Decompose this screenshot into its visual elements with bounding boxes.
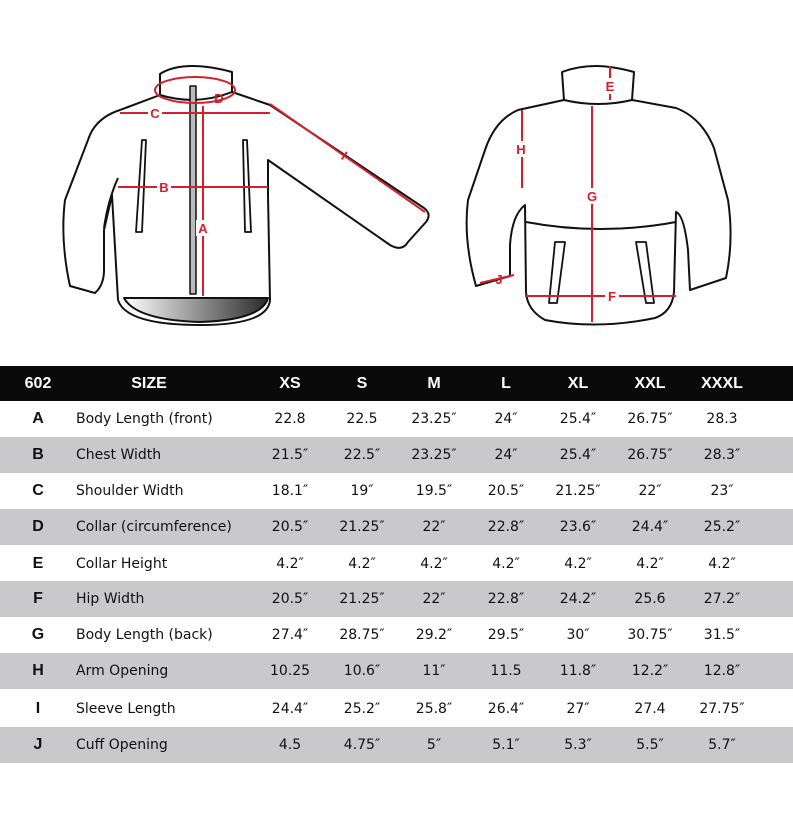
- label-c: C: [150, 106, 160, 121]
- row-measurement-name: Cuff Opening: [76, 737, 168, 753]
- row-value-cell: 22.8: [274, 411, 306, 427]
- row-letter: G: [31, 626, 45, 643]
- row-value-cell: 26.75″: [627, 411, 673, 427]
- row-value-cell: 21.25″: [555, 483, 601, 499]
- table-row: [0, 546, 793, 582]
- row-letter: B: [32, 446, 44, 463]
- header-size-xl: XL: [567, 374, 589, 392]
- row-value-cell: 23″: [710, 483, 734, 499]
- row-value-cell: 30.75″: [627, 627, 673, 643]
- label-e: E: [605, 79, 615, 94]
- table-row: [0, 653, 793, 689]
- row-letter: D: [32, 518, 44, 535]
- row-value-cell: 24.4″: [271, 701, 309, 717]
- row-value-cell: 5.5″: [636, 737, 664, 753]
- row-value-cell: 20.5″: [271, 591, 309, 607]
- row-measurement-name: Body Length (back): [76, 627, 213, 643]
- row-letter: F: [33, 590, 43, 607]
- row-value-cell: 4.5: [278, 737, 302, 753]
- row-letter: I: [35, 700, 41, 717]
- table-row: [0, 691, 793, 727]
- row-measurement-name: Sleeve Length: [76, 701, 176, 717]
- row-value-cell: 4.2″: [708, 556, 736, 572]
- row-letter: J: [33, 736, 43, 753]
- row-measurement-name: Body Length (front): [76, 411, 213, 427]
- row-value-cell: 22.8″: [487, 519, 525, 535]
- row-value-cell: 20.5″: [271, 519, 309, 535]
- row-value-cell: 22.5″: [343, 447, 381, 463]
- label-a: A: [198, 221, 208, 236]
- row-value-cell: 27.75″: [699, 701, 745, 717]
- row-value-cell: 12.2″: [631, 663, 669, 679]
- row-value-cell: 5.7″: [708, 737, 736, 753]
- row-value-cell: 4.2″: [276, 556, 304, 572]
- header-size: SIZE: [131, 374, 167, 392]
- header-size-xxxl: XXXL: [701, 374, 743, 392]
- row-value-cell: 25.4″: [559, 447, 597, 463]
- row-value-cell: 5.3″: [564, 737, 592, 753]
- row-measurement-name: Chest Width: [76, 447, 162, 463]
- label-b: B: [159, 180, 169, 195]
- row-value-cell: 25.2″: [343, 701, 381, 717]
- table-row: [0, 437, 793, 473]
- row-value-cell: 21.25″: [339, 591, 385, 607]
- header-size-l: L: [501, 374, 511, 392]
- row-value-cell: 21.25″: [339, 519, 385, 535]
- table-row: [0, 727, 793, 763]
- table-row: [0, 617, 793, 653]
- label-g: G: [586, 189, 598, 204]
- row-value-cell: 5″: [426, 737, 442, 753]
- table-row: [0, 401, 793, 437]
- row-measurement-name: Hip Width: [76, 591, 145, 607]
- row-value-cell: 24.2″: [559, 591, 597, 607]
- row-value-cell: 18.1″: [271, 483, 309, 499]
- row-value-cell: 27.4″: [271, 627, 309, 643]
- row-letter: H: [32, 662, 44, 679]
- row-letter: E: [32, 555, 44, 572]
- row-measurement-name: Arm Opening: [76, 663, 169, 679]
- row-value-cell: 29.5″: [487, 627, 525, 643]
- row-value-cell: 23.25″: [411, 447, 457, 463]
- table-row: [0, 509, 793, 545]
- row-value-cell: 29.2″: [415, 627, 453, 643]
- label-h: H: [516, 142, 526, 157]
- label-d: D: [214, 91, 224, 106]
- row-value-cell: 21.5″: [271, 447, 309, 463]
- row-value-cell: 4.2″: [348, 556, 376, 572]
- label-j: J: [495, 272, 503, 287]
- row-value-cell: 10.6″: [343, 663, 381, 679]
- size-chart-table: [0, 366, 793, 763]
- row-value-cell: 4.2″: [492, 556, 520, 572]
- row-value-cell: 22″: [422, 519, 446, 535]
- label-f: F: [608, 289, 616, 304]
- row-value-cell: 11.5: [490, 663, 522, 679]
- header-style-number: 602: [24, 374, 52, 392]
- jacket-measurement-diagram: [0, 0, 793, 340]
- row-value-cell: 22″: [638, 483, 662, 499]
- row-value-cell: 28.3″: [703, 447, 741, 463]
- table-header: [0, 366, 793, 401]
- row-value-cell: 26.4″: [487, 701, 525, 717]
- row-value-cell: 27″: [566, 701, 590, 717]
- table-row: [0, 473, 793, 509]
- row-value-cell: 25.8″: [415, 701, 453, 717]
- row-letter: A: [32, 410, 44, 427]
- row-measurement-name: Shoulder Width: [76, 483, 184, 499]
- row-value-cell: 25.4″: [559, 411, 597, 427]
- row-value-cell: 4.2″: [636, 556, 664, 572]
- row-value-cell: 24″: [494, 447, 518, 463]
- row-value-cell: 27.4: [634, 701, 666, 717]
- header-size-m: M: [427, 374, 441, 392]
- row-value-cell: 20.5″: [487, 483, 525, 499]
- row-value-cell: 27.2″: [703, 591, 741, 607]
- row-value-cell: 28.3: [706, 411, 738, 427]
- row-value-cell: 4.75″: [343, 737, 381, 753]
- row-value-cell: 23.6″: [559, 519, 597, 535]
- row-value-cell: 22.5: [346, 411, 378, 427]
- row-value-cell: 26.75″: [627, 447, 673, 463]
- header-size-s: S: [356, 374, 368, 392]
- label-i: I: [338, 148, 351, 163]
- row-value-cell: 11″: [422, 663, 446, 679]
- jacket-front-view: [63, 66, 428, 325]
- row-value-cell: 24″: [494, 411, 518, 427]
- row-value-cell: 31.5″: [703, 627, 741, 643]
- row-value-cell: 22″: [422, 591, 446, 607]
- row-value-cell: 4.2″: [420, 556, 448, 572]
- row-value-cell: 25.6: [634, 591, 666, 607]
- row-value-cell: 4.2″: [564, 556, 592, 572]
- row-value-cell: 23.25″: [411, 411, 457, 427]
- row-value-cell: 19.5″: [415, 483, 453, 499]
- header-size-xxl: XXL: [634, 374, 666, 392]
- row-letter: C: [32, 482, 44, 499]
- row-value-cell: 10.25: [269, 663, 311, 679]
- row-value-cell: 5.1″: [492, 737, 520, 753]
- row-measurement-name: Collar (circumference): [76, 519, 232, 535]
- row-value-cell: 11.8″: [559, 663, 597, 679]
- row-value-cell: 24.4″: [631, 519, 669, 535]
- row-value-cell: 12.8″: [703, 663, 741, 679]
- header-size-xs: XS: [279, 374, 301, 392]
- table-row: [0, 581, 793, 617]
- row-value-cell: 30″: [566, 627, 590, 643]
- row-value-cell: 25.2″: [703, 519, 741, 535]
- row-value-cell: 19″: [350, 483, 374, 499]
- row-value-cell: 28.75″: [339, 627, 385, 643]
- row-measurement-name: Collar Height: [76, 556, 168, 572]
- row-value-cell: 22.8″: [487, 591, 525, 607]
